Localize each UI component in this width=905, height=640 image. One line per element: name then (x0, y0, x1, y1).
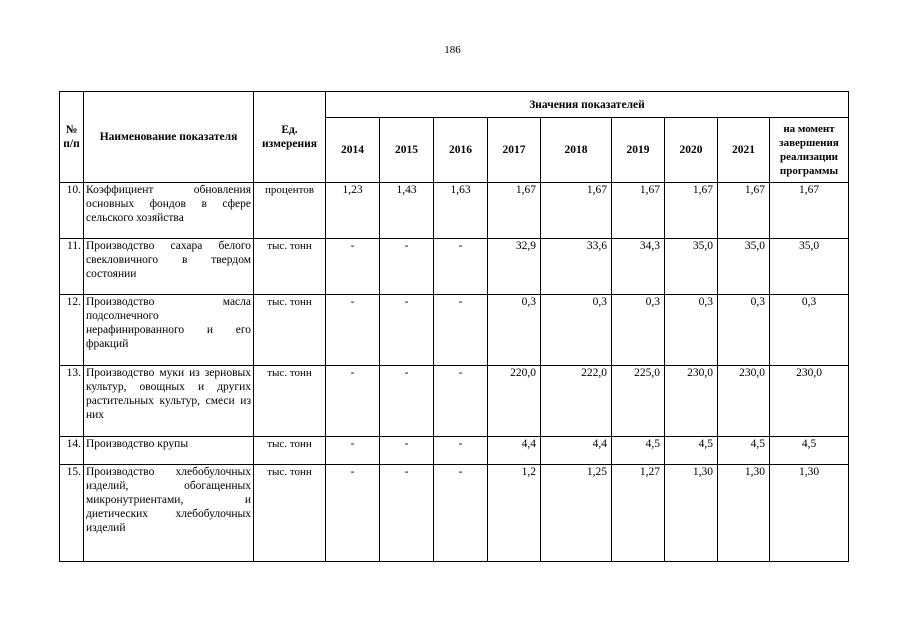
unit-cell: тыс. тонн (254, 295, 326, 366)
value-cell: 1,43 (380, 183, 434, 239)
value-cell: 4,5 (718, 437, 770, 465)
value-cell: 230,0 (665, 366, 718, 437)
value-cell: 0,3 (488, 295, 541, 366)
value-cell: 1,63 (434, 183, 488, 239)
value-cell: - (326, 366, 380, 437)
final-value-cell: 35,0 (770, 239, 849, 295)
value-cell: 1,67 (488, 183, 541, 239)
indicator-name: Производство хлебобулочных изделий, обогащенных микронутриентами, и диетических хлебобулочных изделий (84, 465, 254, 562)
row-number: 11. (60, 239, 84, 295)
value-cell: 35,0 (665, 239, 718, 295)
value-cell: - (380, 239, 434, 295)
final-value-cell: 230,0 (770, 366, 849, 437)
value-cell: 225,0 (612, 366, 665, 437)
value-cell: 1,67 (612, 183, 665, 239)
value-cell: 230,0 (718, 366, 770, 437)
value-cell: 1,27 (612, 465, 665, 562)
indicators-table (59, 91, 849, 562)
value-cell: - (380, 366, 434, 437)
value-cell: 0,3 (612, 295, 665, 366)
row-number: 15. (60, 465, 84, 562)
value-cell: - (380, 465, 434, 562)
row-number: 13. (60, 366, 84, 437)
value-cell: 4,5 (612, 437, 665, 465)
row-number: 10. (60, 183, 84, 239)
unit-cell: процентов (254, 183, 326, 239)
header-values-group: Значения показателей (326, 92, 849, 118)
header-year: 2015 (380, 118, 434, 183)
value-cell: - (434, 366, 488, 437)
indicator-name: Производство муки из зерновых культур, овощных и других растительных культур, смеси из них (84, 366, 254, 437)
value-cell: 1,67 (541, 183, 612, 239)
table-row (60, 183, 849, 239)
value-cell: 222,0 (541, 366, 612, 437)
value-cell: 1,30 (718, 465, 770, 562)
table-row (60, 437, 849, 465)
header-year: 2019 (612, 118, 665, 183)
indicator-name: Коэффициент обновления основных фондов в сфере сельского хозяйства (84, 183, 254, 239)
value-cell: 33,6 (541, 239, 612, 295)
value-cell: 4,4 (541, 437, 612, 465)
value-cell: 34,3 (612, 239, 665, 295)
header-unit: Ед. измерения (254, 92, 326, 183)
value-cell: - (434, 465, 488, 562)
value-cell: 1,67 (718, 183, 770, 239)
value-cell: - (326, 239, 380, 295)
value-cell: 1,23 (326, 183, 380, 239)
value-cell: 35,0 (718, 239, 770, 295)
value-cell: 0,3 (718, 295, 770, 366)
final-value-cell: 1,67 (770, 183, 849, 239)
header-year: 2016 (434, 118, 488, 183)
header-year: 2018 (541, 118, 612, 183)
header-year: 2021 (718, 118, 770, 183)
table-row (60, 366, 849, 437)
header-year: 2017 (488, 118, 541, 183)
value-cell: 32,9 (488, 239, 541, 295)
table-row (60, 239, 849, 295)
value-cell: - (380, 295, 434, 366)
indicator-name: Производство сахара белого свекловичного в твердом состоянии (84, 239, 254, 295)
value-cell: 1,2 (488, 465, 541, 562)
table-row (60, 465, 849, 562)
value-cell: 0,3 (665, 295, 718, 366)
value-cell: - (434, 239, 488, 295)
value-cell: - (326, 465, 380, 562)
value-cell: 4,4 (488, 437, 541, 465)
value-cell: 1,30 (665, 465, 718, 562)
header-name: Наименование показателя (84, 92, 254, 183)
unit-cell: тыс. тонн (254, 366, 326, 437)
value-cell: - (380, 437, 434, 465)
header-num: № п/п (60, 92, 84, 183)
indicator-name: Производство масла подсолнечного нерафинированного и его фракций (84, 295, 254, 366)
unit-cell: тыс. тонн (254, 465, 326, 562)
final-value-cell: 1,30 (770, 465, 849, 562)
unit-cell: тыс. тонн (254, 437, 326, 465)
header-year: 2020 (665, 118, 718, 183)
value-cell: - (326, 437, 380, 465)
final-value-cell: 0,3 (770, 295, 849, 366)
value-cell: 1,25 (541, 465, 612, 562)
value-cell: - (434, 437, 488, 465)
value-cell: - (326, 295, 380, 366)
page-number: 186 (444, 44, 461, 56)
row-number: 12. (60, 295, 84, 366)
final-value-cell: 4,5 (770, 437, 849, 465)
value-cell: 1,67 (665, 183, 718, 239)
value-cell: 0,3 (541, 295, 612, 366)
table-row (60, 295, 849, 366)
header-final: на момент завершения реализации программы (770, 118, 849, 183)
indicator-name: Производство крупы (84, 437, 254, 465)
value-cell: 4,5 (665, 437, 718, 465)
value-cell: - (434, 295, 488, 366)
value-cell: 220,0 (488, 366, 541, 437)
row-number: 14. (60, 437, 84, 465)
header-year: 2014 (326, 118, 380, 183)
unit-cell: тыс. тонн (254, 239, 326, 295)
